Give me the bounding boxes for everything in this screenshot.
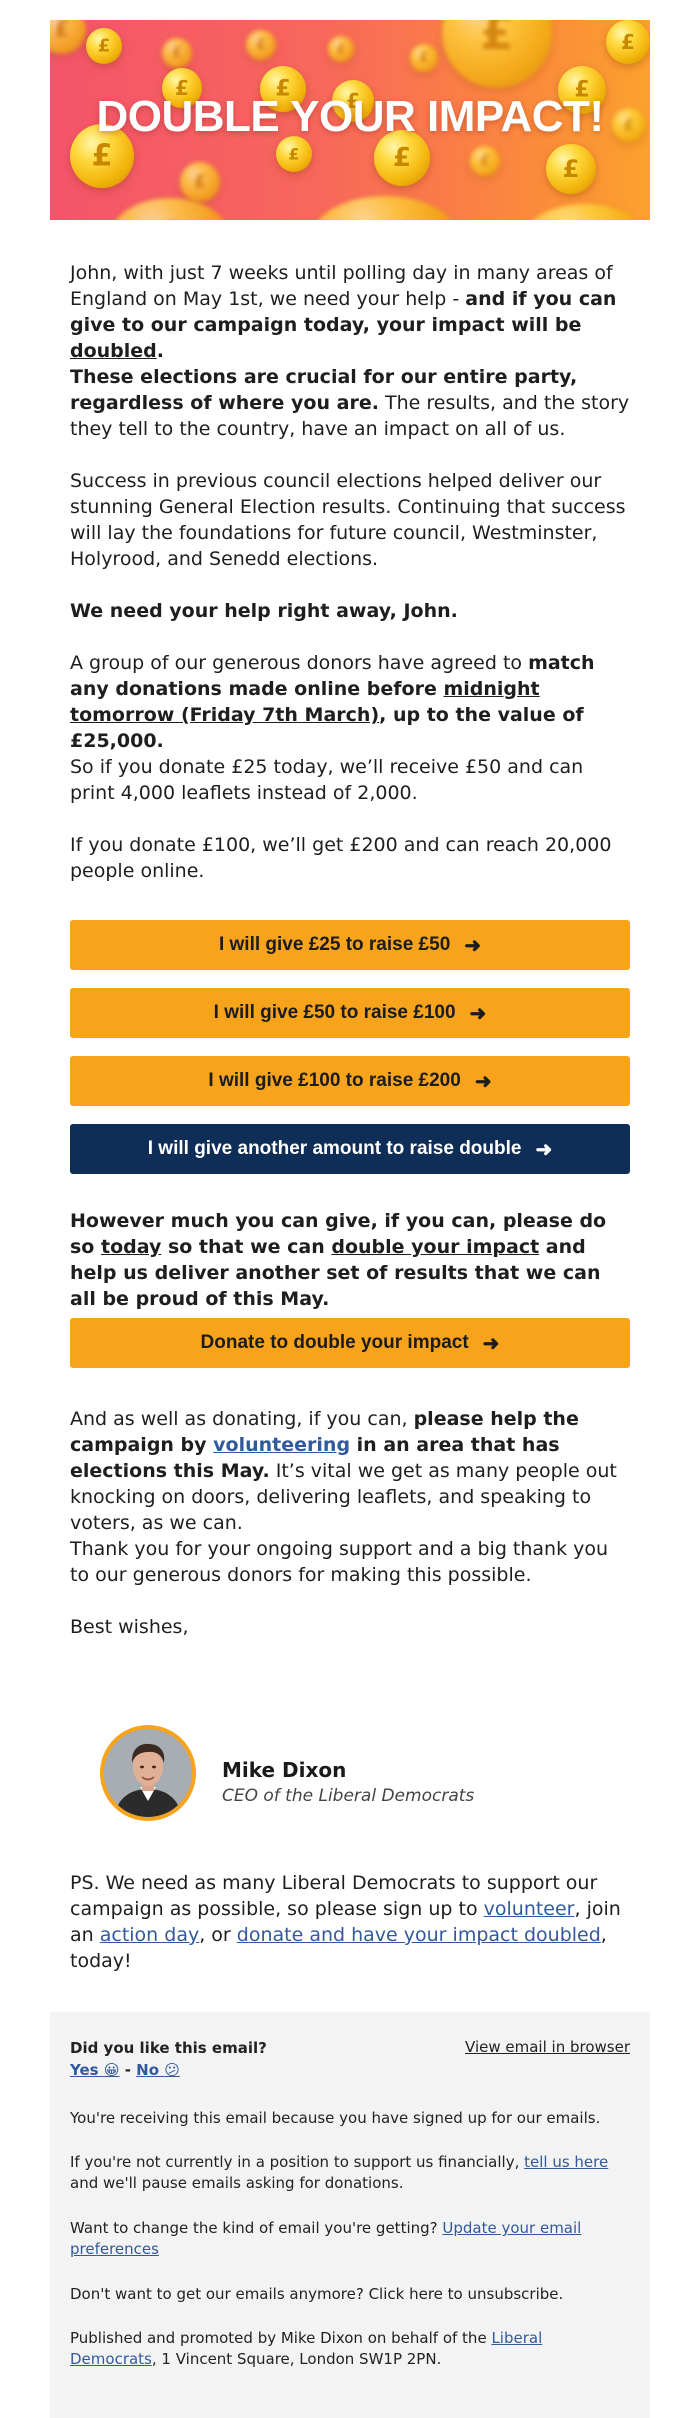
para3-text: Success in previous council elections helped deliver our stunning General Election results. Continuing that success will lay the foundations for future council, Westminster, Holyrood, and Senedd elections. <box>70 470 626 570</box>
intro-text: John, with just 7 weeks until polling day in many areas of England on May 1st, we need your help - <box>70 262 613 310</box>
coin-icon <box>162 38 192 68</box>
para7-text: If you donate £100, we’ll get £200 and can reach 20,000 people online. <box>70 834 612 882</box>
pause-text1: If you're not currently in a position to support us financially, <box>70 2153 525 2171</box>
paragraph-donate-100 <box>70 832 630 884</box>
para5-bold2: , up to the value of £25,000. <box>70 704 584 752</box>
ps-paragraph <box>70 1870 630 1974</box>
paragraph-need-help <box>70 598 630 624</box>
frown-icon: 😕 <box>164 2061 180 2079</box>
para9-bold2: in an area that has elections this May. <box>70 1434 560 1482</box>
para10-text: Thank you for your ongoing support and a big thank you to our generous donors for making this possible. <box>70 1538 609 1586</box>
signature-name: Mike Dixon <box>222 1758 347 1782</box>
coin-icon <box>410 44 438 72</box>
para5-text: A group of our generous donors have agreed to <box>70 652 529 674</box>
para6-text: So if you donate £25 today, we’ll receive £50 and can print 4,000 leaflets instead of 2,000. <box>70 756 584 804</box>
intro-bold-text: and if you can give to our campaign today, your impact will be <box>70 288 617 336</box>
coin-icon <box>606 20 650 64</box>
closing-line <box>70 1614 630 1640</box>
para9-text2: It’s vital we get as many people out knocking on doors, delivering leaflets, and speaking to voters, as we can. <box>70 1460 617 1534</box>
para2-bold: These elections are crucial for our entire party, regardless of where you are. <box>70 366 578 414</box>
para9-bold1: please help the campaign by <box>70 1408 579 1456</box>
volunteering-link[interactable]: volunteering <box>213 1434 351 1456</box>
para8-text1: However much you can give, if you can, please do so <box>70 1210 607 1258</box>
paragraph-previous-success <box>70 468 630 572</box>
yes-label: Yes <box>70 2061 99 2079</box>
footer-pause-donations <box>70 2152 630 2194</box>
tell-us-here-link[interactable]: tell us here <box>524 2153 609 2171</box>
no-label: No <box>136 2061 159 2079</box>
para8-double-impact: double your impact <box>331 1236 540 1258</box>
liberal-democrats-link[interactable]: Liberal Democrats <box>70 2329 543 2368</box>
ps-text1: PS. We need as many Liberal Democrats to support our campaign as possible, so please sign up to <box>70 1872 598 1920</box>
coin-icon <box>50 20 86 54</box>
arrow-right-icon: ➜ <box>469 1002 487 1025</box>
ps-text2: , join an <box>70 1898 621 1946</box>
coin-icon <box>246 30 276 60</box>
coin-icon <box>442 20 552 88</box>
arrow-right-icon: ➜ <box>474 1070 492 1093</box>
paragraph-donate-25 <box>70 754 630 806</box>
paragraph-thank-you <box>70 1536 630 1588</box>
email-container <box>50 20 650 2368</box>
closing-text: Best wishes, <box>70 1616 189 1638</box>
para8-text3: and help us deliver another set of results that we can all be proud of this May. <box>70 1236 601 1310</box>
hero-title: DOUBLE YOUR IMPACT! <box>96 92 604 141</box>
para2-text: The results, and the story they tell to the country, have an impact on all of us. <box>70 392 630 440</box>
para9-text1: And as well as donating, if you can, <box>70 1408 414 1430</box>
portrait-image <box>104 1729 192 1817</box>
footer-imprint <box>70 2328 630 2370</box>
donate-doubled-link[interactable]: donate and have your impact doubled <box>236 1924 601 1946</box>
para4-bold: We need your help right away, John. <box>70 600 458 622</box>
intro-doubled-text: doubled <box>70 340 157 362</box>
paragraph-elections-crucial <box>70 364 630 442</box>
footer <box>50 2012 650 2418</box>
volunteer-link[interactable]: volunteer <box>483 1898 575 1920</box>
coin-icon <box>86 28 122 64</box>
footer-preferences <box>70 2218 630 2260</box>
ps-text4: , today! <box>70 1924 607 1972</box>
action-day-link[interactable]: action day <box>99 1924 200 1946</box>
give-50-button[interactable] <box>70 988 630 1038</box>
donate-label: Donate to double your impact <box>200 1332 469 1353</box>
coin-icon <box>110 198 230 220</box>
coin-icon <box>310 196 460 220</box>
coin-icon <box>520 204 650 220</box>
coin-icon <box>546 144 596 194</box>
para5-deadline: midnight tomorrow (Friday 7th March) <box>70 678 540 726</box>
give-100-button[interactable] <box>70 1056 630 1106</box>
give-25-label: I will give £25 to raise £50 <box>218 934 451 955</box>
give-other-amount-button[interactable] <box>70 1124 630 1174</box>
feedback-links <box>70 2060 630 2081</box>
imprint-text2: , 1 Vincent Square, London SW1P 2PN. <box>151 2350 442 2368</box>
feedback-question: Did you like this email? <box>70 2039 267 2057</box>
give-100-label: I will give £100 to raise £200 <box>208 1070 461 1091</box>
signature-title: CEO of the Liberal Democrats <box>222 1786 475 1806</box>
give-50-label: I will give £50 to raise £100 <box>213 1002 456 1023</box>
arrow-right-icon: ➜ <box>464 934 482 957</box>
paragraph-match-donations <box>70 650 630 754</box>
smile-icon: 😀 <box>103 2061 120 2079</box>
avatar <box>100 1725 196 1821</box>
para8-text2: so that we can <box>161 1236 332 1258</box>
footer-reason: You're receiving this email because you have signed up for our emails. <box>70 2109 601 2127</box>
ps-text3: , or <box>199 1924 237 1946</box>
coin-icon <box>470 146 500 176</box>
update-preferences-link[interactable]: Update your email preferences <box>70 2219 582 2258</box>
pause-text2: and we'll pause emails asking for donations. <box>70 2174 404 2192</box>
arrow-right-icon: ➜ <box>482 1332 500 1355</box>
paragraph-however-much <box>70 1208 630 1312</box>
paragraph-volunteering <box>70 1406 630 1536</box>
para8-today: today <box>100 1236 162 1258</box>
arrow-right-icon: ➜ <box>535 1138 553 1161</box>
footer-unsubscribe[interactable]: Don't want to get our emails anymore? Click here to unsubscribe. <box>70 2285 564 2303</box>
intro-end: . <box>156 340 164 362</box>
imprint-text1: Published and promoted by Mike Dixon on behalf of the <box>70 2329 492 2347</box>
para5-bold1: match any donations made online before <box>70 652 595 700</box>
intro-paragraph <box>70 260 630 364</box>
preferences-text: Want to change the kind of email you're getting? <box>70 2219 443 2237</box>
coin-icon <box>328 36 354 62</box>
feedback-yes-link[interactable] <box>70 2061 119 2079</box>
coin-icon <box>180 162 220 202</box>
give-25-button[interactable] <box>70 920 630 970</box>
hero-banner <box>50 20 650 220</box>
feedback-separator: - <box>119 2061 137 2079</box>
give-other-label: I will give another amount to raise double <box>147 1138 522 1159</box>
feedback-no-link[interactable] <box>136 2061 180 2079</box>
donate-double-impact-button[interactable] <box>70 1318 630 1368</box>
view-in-browser-link[interactable]: View email in browser <box>465 2038 630 2056</box>
